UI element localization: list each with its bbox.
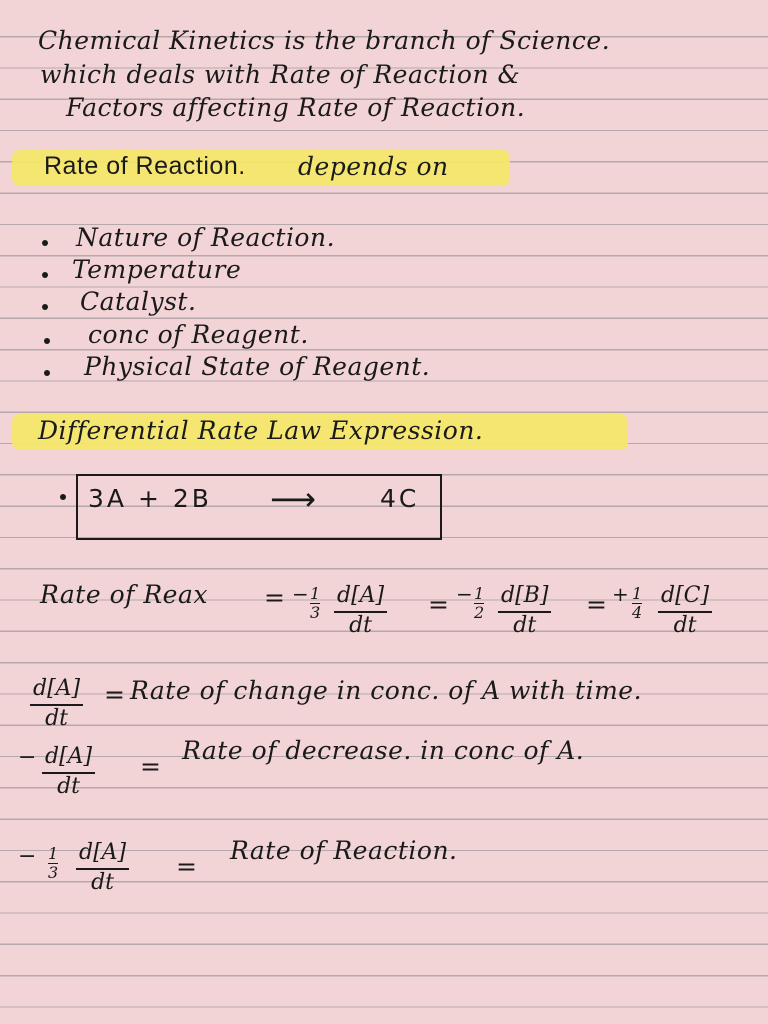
def-2-fraction [42,744,95,800]
fraction-denominator: dt [57,774,81,799]
intro-line-3: Factors affecting Rate of Reaction. [66,93,526,122]
factor-item: conc of Reagent. [88,320,309,349]
bullet-icon [60,494,66,500]
coefficient-denominator: 4 [632,603,643,622]
bullet-icon [44,338,50,344]
coefficient-numerator: 1 [48,844,59,863]
reaction-reactants: 3A + 2B [88,484,212,513]
factor-item: Physical State of Reagent. [84,352,431,381]
factor-item: Catalyst. [80,287,197,316]
rate-term-1-sign: − [292,582,310,606]
def-2-text: Rate of decrease. in conc of A. [182,736,585,765]
fraction-denominator: dt [513,613,537,638]
coefficient-numerator: 1 [474,584,485,603]
heading-rate-of-reaction: Rate of Reaction. [44,152,246,180]
fraction-numerator: d[B] [498,583,551,613]
coefficient-denominator: 2 [474,603,485,622]
rate-term-2-fraction [498,583,551,639]
def-3-fraction [76,840,129,896]
reaction-product: 4C [380,484,420,513]
heading-differential-rate-law: Differential Rate Law Expression. [38,416,484,445]
bullet-icon [42,240,48,246]
rate-term-1-coefficient [310,585,320,622]
bullet-icon [42,272,48,278]
def-1-equals: = [104,680,126,709]
bullet-icon [44,370,50,376]
rate-expression-label: Rate of Reax [40,580,208,609]
rate-term-3-coefficient [632,585,642,622]
def-3-equals: = [176,852,198,881]
coefficient-denominator: 3 [48,863,59,882]
reaction-arrow-icon: ⟶ [270,480,317,518]
def-2-sign: − [18,745,37,770]
fraction-numerator: d[A] [30,676,83,706]
fraction-denominator: dt [91,870,115,895]
def-3-sign: − [18,844,37,869]
def-1-fraction [30,676,83,732]
def-1-text: Rate of change in conc. of A with time. [130,676,643,705]
rate-term-2-sign: − [456,582,474,606]
rate-term-3-fraction [658,583,712,639]
fraction-denominator: dt [673,613,697,638]
fraction-numerator: d[A] [334,583,387,613]
bullet-icon [42,304,48,310]
fraction-denominator: dt [349,613,373,638]
coefficient-numerator: 1 [632,584,643,603]
fraction-numerator: d[A] [42,744,95,774]
heading-depends-on: depends on [298,152,449,181]
def-2-equals: = [140,752,162,781]
rate-expression-equals: = [264,583,286,612]
rate-term-1-fraction [334,583,387,639]
def-3-text: Rate of Reaction. [230,836,458,865]
rate-expression-equals: = [428,590,450,619]
coefficient-denominator: 3 [310,603,321,622]
rate-expression-equals: = [586,590,608,619]
intro-line-1: Chemical Kinetics is the branch of Science. [38,26,611,55]
coefficient-numerator: 1 [310,584,321,603]
rate-term-3-sign: + [612,582,630,606]
fraction-numerator: d[A] [76,840,129,870]
def-3-coefficient [48,845,58,882]
factor-item: Temperature [72,255,242,284]
intro-line-2: which deals with Rate of Reaction & [40,60,521,89]
factor-item: Nature of Reaction. [76,223,336,252]
rate-term-2-coefficient [474,585,484,622]
fraction-numerator: d[C] [658,583,712,613]
fraction-denominator: dt [45,706,69,731]
